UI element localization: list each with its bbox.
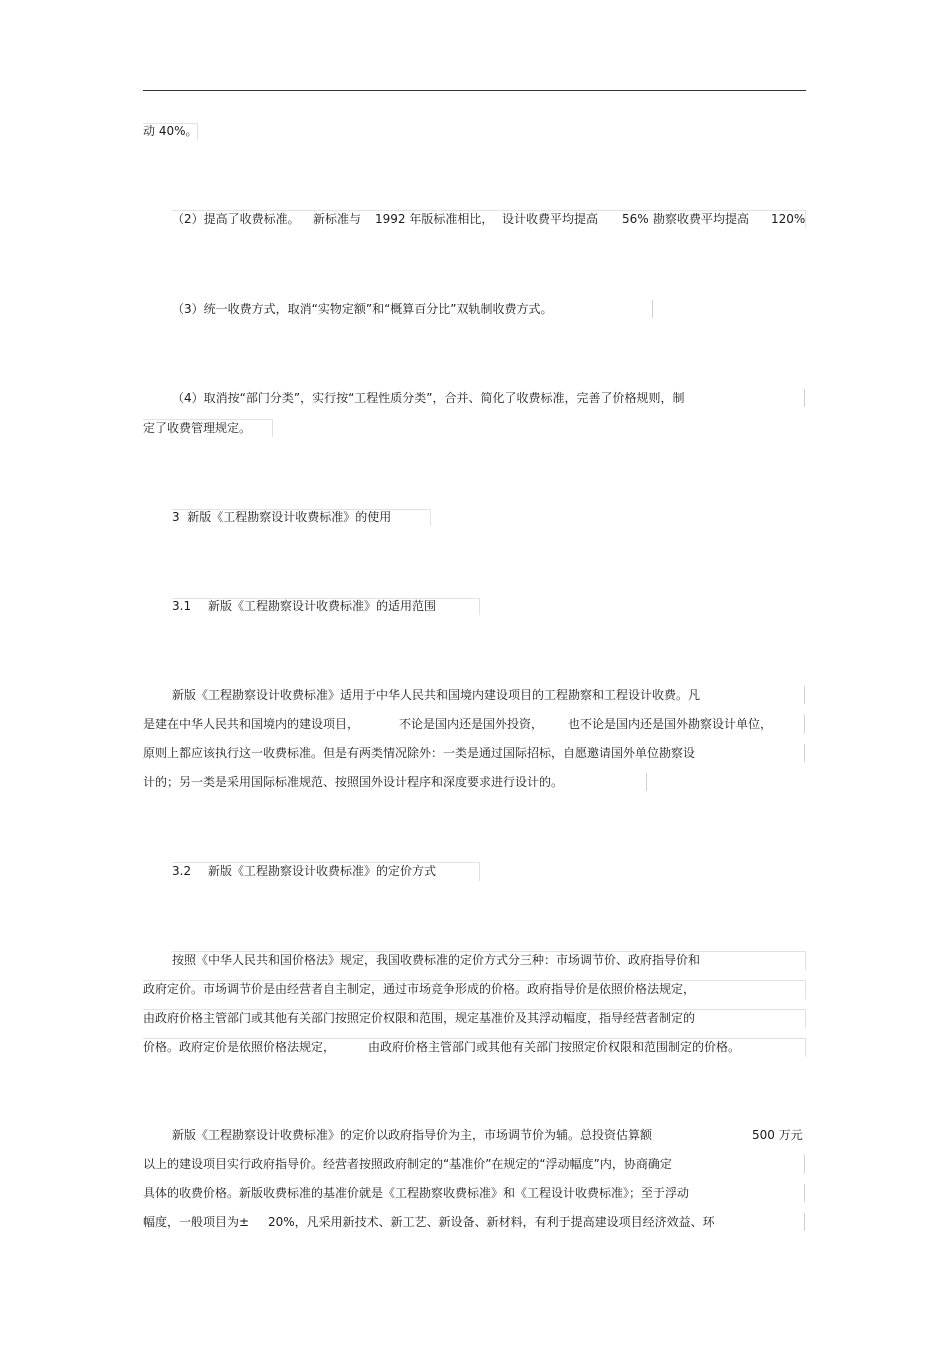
paragraph-3-1-line1: 新版《工程勘察设计收费标准》适用于中华人民共和国境内建设项目的工程勘察和工程设计收费。凡 bbox=[172, 688, 701, 702]
item-2-part: 1992 年版标准相比， bbox=[375, 212, 494, 226]
paragraph-3-1-line3: 原则上都应该执行这一收费标准。但是有两类情况除外：一类是通过国际招标，自愿邀请国外单位勘察设 bbox=[143, 746, 696, 760]
frame-edge bbox=[804, 686, 805, 704]
section-heading-3-2-number: 3.2 bbox=[172, 864, 192, 878]
paragraph-3-1-line4: 计的；另一类是采用国际标准规范、按照国外设计程序和深度要求进行设计的。 bbox=[143, 775, 564, 789]
paragraph-3-2b-line4: 20%，凡采用新技术、新工艺、新设备、新材料，有利于提高建设项目经济效益、环 bbox=[268, 1215, 715, 1229]
paragraph-3-1-line2: 是建在中华人民共和国境内的建设项目， bbox=[143, 717, 360, 731]
section-heading-3-1-number: 3.1 bbox=[172, 599, 192, 613]
paragraph-3-1-line2: 也不论是国内还是国外勘察设计单位， bbox=[568, 717, 773, 731]
item-2-part: 勘察收费平均提高 bbox=[653, 212, 750, 226]
item-2-part: 120% bbox=[771, 212, 806, 226]
item-2-part: 新标准与 bbox=[313, 212, 362, 226]
list-item-4-line1: （4）取消按“部门分类”，实行按“工程性质分类”，合并、简化了收费标准，完善了价格规则，制 bbox=[172, 391, 685, 405]
item-2-part: 56% bbox=[622, 212, 649, 226]
frame-edge bbox=[804, 744, 805, 762]
text-frame bbox=[143, 419, 273, 437]
frame-edge bbox=[804, 389, 805, 407]
frame-edge bbox=[804, 1155, 805, 1173]
paragraph-3-2a-line4: 由政府价格主管部门或其他有关部门按照定价权限和范围制定的价格。 bbox=[368, 1040, 741, 1054]
list-item-4-line2: 定了收费管理规定。 bbox=[143, 421, 252, 435]
section-heading-3-2: 新版《工程勘察设计收费标准》的定价方式 bbox=[208, 864, 437, 878]
continued-text: 动 40%。 bbox=[143, 124, 198, 138]
frame-edge bbox=[804, 1213, 805, 1231]
header-rule bbox=[143, 90, 806, 91]
frame-edge bbox=[804, 715, 805, 733]
item-2-part: 设计收费平均提高 bbox=[502, 212, 599, 226]
paragraph-3-1-line2: 不论是国内还是国外投资， bbox=[399, 717, 544, 731]
paragraph-3-2a-line2: 政府定价。市场调节价是由经营者自主制定，通过市场竞争形成的价格。政府指导价是依照价格法规定， bbox=[143, 982, 696, 996]
frame-edge bbox=[646, 773, 647, 791]
paragraph-3-2a-line1: 按照《中华人民共和国价格法》规定，我国收费标准的定价方式分三种：市场调节价、政府指导价和 bbox=[172, 953, 701, 967]
paragraph-3-2b-line4: 幅度，一般项目为± bbox=[143, 1215, 250, 1229]
list-item-3: （3）统一收费方式，取消“实物定额”和“概算百分比”双轨制收费方式。 bbox=[172, 302, 553, 316]
paragraph-3-2b-line3: 具体的收费价格。新版收费标准的基准价就是《工程勘察收费标准》和《工程设计收费标准》；至于浮动 bbox=[143, 1186, 690, 1200]
section-heading-3-1: 新版《工程勘察设计收费标准》的适用范围 bbox=[208, 599, 437, 613]
frame-edge bbox=[652, 300, 653, 318]
item-2-part: （2）提高了收费标准。 bbox=[172, 212, 300, 226]
paragraph-3-2a-line3: 由政府价格主管部门或其他有关部门按照定价权限和范围，规定基准价及其浮动幅度，指导经营者制定的 bbox=[143, 1011, 696, 1025]
paragraph-3-2b-line2: 以上的建设项目实行政府指导价。经营者按照政府制定的“基准价”在规定的“浮动幅度”内，协商确定 bbox=[143, 1157, 672, 1171]
paragraph-3-2b-line1: 新版《工程勘察设计收费标准》的定价以政府指导价为主，市场调节价为辅。总投资估算额 bbox=[172, 1128, 653, 1142]
frame-edge bbox=[804, 1184, 805, 1202]
section-heading-3: 3 新版《工程勘察设计收费标准》的使用 bbox=[172, 510, 392, 524]
paragraph-3-2a-line4: 价格。政府定价是依照价格法规定， bbox=[143, 1040, 336, 1054]
list-item-2 bbox=[172, 211, 300, 227]
paragraph-3-2b-line1: 500 万元 bbox=[752, 1128, 803, 1142]
